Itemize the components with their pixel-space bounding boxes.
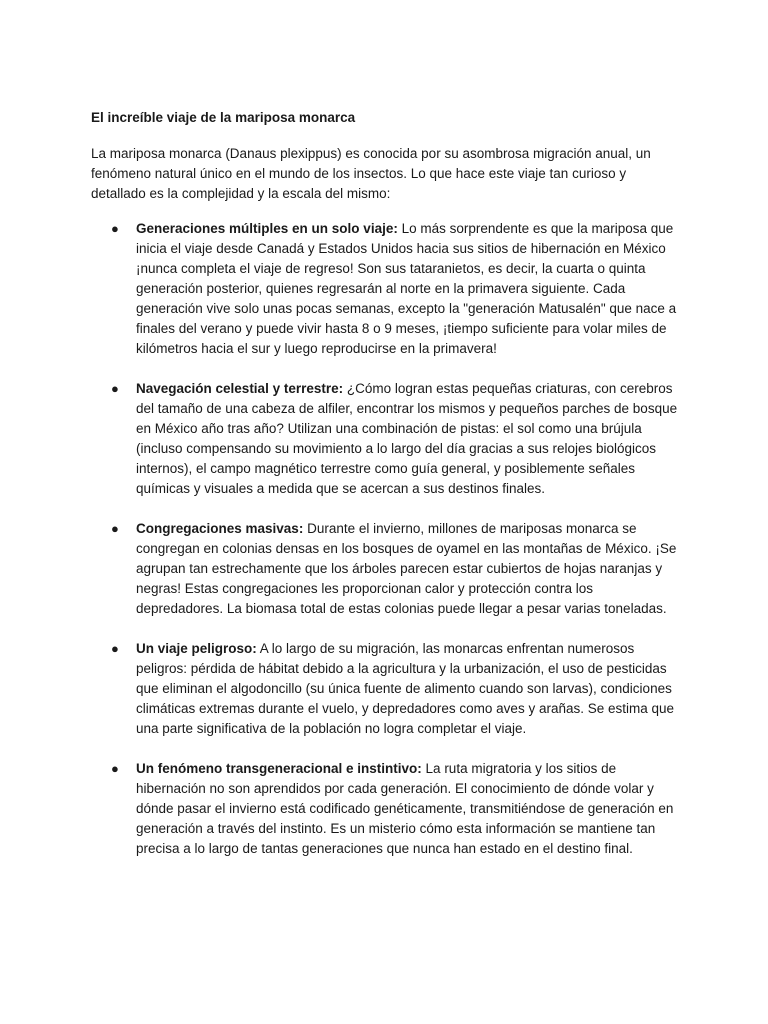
list-item <box>91 759 681 859</box>
list-item-text: Durante el invierno, millones de mariposas monarca se congregan en colonias densas en los bosques de oyamel en las montañas de México. ¡Se agrupan tan estrechamente que los árboles parecen estar cubiertos de hojas naranjas y negras! Estas congregaciones les proporcionan calor y protección contra los depredadores. La biomasa total de estas colonias puede llegar a pesar varias toneladas. <box>136 521 677 616</box>
list-item-title: Generaciones múltiples en un solo viaje: <box>136 221 398 236</box>
list-item <box>91 519 681 619</box>
list-item-text: A lo largo de su migración, las monarcas enfrentan numerosos peligros: pérdida de hábitat debido a la agricultura y la urbanización, el uso de pesticidas que eliminan el algodoncillo (su única fuente de alimento cuando son larvas), condiciones climáticas extremas durante el vuelo, y depredadores como aves y arañas. Se estima que una parte significativa de la población no logra completar el viaje. <box>136 641 675 736</box>
list-item-title: Un fenómeno transgeneracional e instintivo: <box>136 761 422 776</box>
bullet-icon: ● <box>111 381 119 396</box>
list-item <box>91 219 681 359</box>
document-page <box>91 108 681 879</box>
list-item-text: Lo más sorprendente es que la mariposa que inicia el viaje desde Canadá y Estados Unidos hacia sus sitios de hibernación en México ¡nunca completa el viaje de regreso! Son sus tataranietos, es decir, la cuarta o quinta generación posterior, quienes regresarán al norte en la primavera siguiente. Cada generación vive solo unas pocas semanas, excepto la "generación Matusalén" que nace a finales del verano y puede vivir hasta 8 o 9 meses, ¡tiempo suficiente para volar miles de kilómetros hacia el sur y luego reproducirse en la primavera! <box>136 221 677 356</box>
list-item-text: La ruta migratoria y los sitios de hibernación no son aprendidos por cada generación. El conocimiento de dónde volar y dónde pasar el invierno está codificado genéticamente, transmitiéndose de generación en generación a través del instinto. Es un misterio cómo esta información se mantiene tan precisa a lo largo de tantas generaciones que nunca han estado en el destino final. <box>136 761 674 856</box>
bullet-list <box>91 219 681 859</box>
document-title: El increíble viaje de la mariposa monarca <box>91 110 356 125</box>
intro-paragraph: La mariposa monarca (Danaus plexippus) es conocida por su asombrosa migración anual, un fenómeno natural único en el mundo de los insectos. Lo que hace este viaje tan curioso y detallado es la complejidad y la escala del mismo: <box>91 146 651 201</box>
list-item-text: ¿Cómo logran estas pequeñas criaturas, con cerebros del tamaño de una cabeza de alfiler, encontrar los mismos y pequeños parches de bosque en México año tras año? Utilizan una combinación de pistas: el sol como una brújula (incluso compensando su movimiento a lo largo del día gracias a sus relojes biológicos internos), el campo magnético terrestre como guía general, y posiblemente señales químicas y visuales a medida que se acercan a sus destinos finales. <box>136 381 678 496</box>
bullet-icon: ● <box>111 641 119 656</box>
list-item-title: Un viaje peligroso: <box>136 641 257 656</box>
list-item <box>91 379 681 499</box>
bullet-icon: ● <box>111 521 119 536</box>
list-item-title: Navegación celestial y terrestre: <box>136 381 344 396</box>
bullet-icon: ● <box>111 761 119 776</box>
bullet-icon: ● <box>111 221 119 236</box>
list-item <box>91 639 681 739</box>
list-item-title: Congregaciones masivas: <box>136 521 304 536</box>
